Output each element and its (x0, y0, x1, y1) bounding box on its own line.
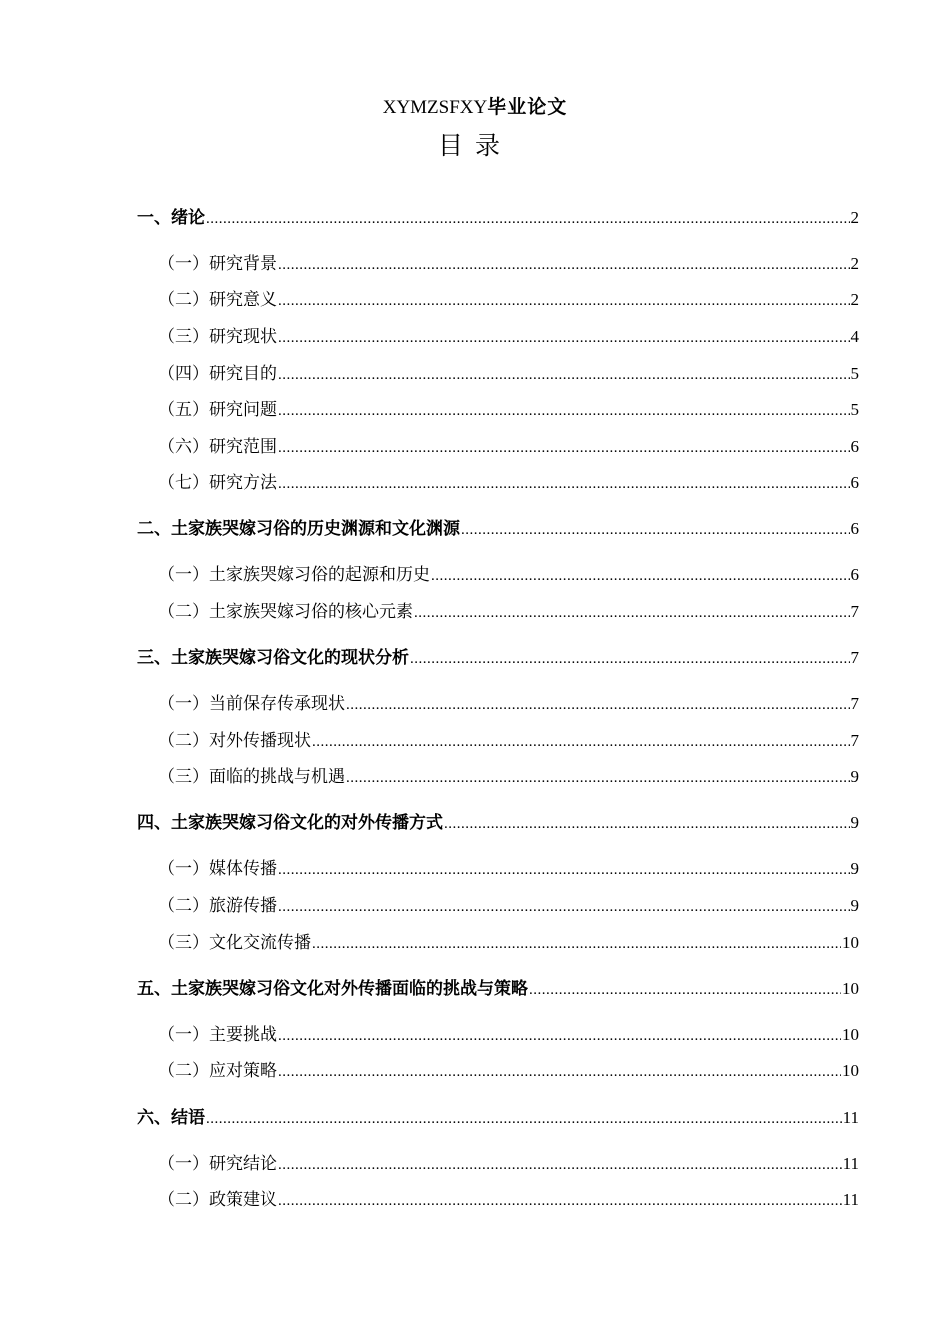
dot-leader (278, 1190, 842, 1212)
toc-entry-section[interactable]: （一）研究背景 ..... 2 (158, 253, 859, 276)
dot-leader (206, 1108, 842, 1130)
dot-leader (278, 859, 850, 881)
toc-entry-chapter-1[interactable]: 一、绪论 ..... 2 (137, 207, 859, 230)
toc-entry-section[interactable]: （一）研究结论 ..... 11 (158, 1153, 859, 1176)
toc-entry-chapter-5[interactable]: 五、土家族哭嫁习俗文化对外传播面临的挑战与策略 ..... 10 (137, 978, 859, 1001)
header-school-code: XYMZSFXY (382, 97, 488, 118)
dot-leader (278, 327, 850, 349)
dot-leader (206, 208, 850, 230)
dot-leader (461, 519, 850, 541)
dot-leader (278, 473, 850, 495)
toc-entry-section[interactable]: （七）研究方法 ..... 6 (158, 472, 859, 495)
dot-leader (410, 648, 850, 670)
toc-entry-section[interactable]: （五）研究问题 ..... 5 (158, 399, 859, 422)
toc-title: 目录 (437, 131, 512, 160)
toc-entry-section[interactable]: （二）政策建议 ..... 11 (158, 1189, 859, 1212)
header-thesis-label: 毕业论文 (487, 96, 568, 118)
toc-entry-chapter-4[interactable]: 四、土家族哭嫁习俗文化的对外传播方式 ..... 9 (137, 812, 859, 835)
toc-entry-section[interactable]: （三）文化交流传播 ..... 10 (158, 932, 859, 955)
dot-leader (278, 290, 850, 312)
dot-leader (278, 364, 850, 386)
dot-leader (529, 979, 841, 1001)
dot-leader (278, 896, 850, 918)
toc-entry-chapter-2[interactable]: 二、土家族哭嫁习俗的历史渊源和文化渊源 ..... 6 (137, 518, 859, 541)
dot-leader (312, 933, 841, 955)
dot-leader (444, 813, 850, 835)
toc-entry-section[interactable]: （一）当前保存传承现状 ..... 7 (158, 693, 859, 716)
toc-entry-section[interactable]: （二）应对策略 ..... 10 (158, 1060, 859, 1083)
dot-leader (346, 767, 850, 789)
dot-leader (312, 731, 850, 753)
dot-leader (278, 437, 850, 459)
toc-entry-section[interactable]: （一）土家族哭嫁习俗的起源和历史 ..... 6 (158, 564, 859, 587)
toc-entry-section[interactable]: （六）研究范围 ..... 6 (158, 436, 859, 459)
toc-entry-section[interactable]: （一）主要挑战 ..... 10 (158, 1024, 859, 1047)
toc-entry-section[interactable]: （二）土家族哭嫁习俗的核心元素 ..... 7 (158, 601, 859, 624)
dot-leader (278, 400, 850, 422)
dot-leader (278, 1025, 841, 1047)
dot-leader (414, 602, 850, 624)
dot-leader (278, 1154, 842, 1176)
dot-leader (278, 254, 850, 276)
toc-entry-chapter-6[interactable]: 六、结语 ..... 11 (137, 1107, 859, 1130)
dot-leader (278, 1061, 841, 1083)
toc-entry-chapter-3[interactable]: 三、土家族哭嫁习俗文化的现状分析 ..... 7 (137, 647, 859, 670)
toc-entry-section[interactable]: （三）面临的挑战与机遇 ..... 9 (158, 766, 859, 789)
toc-entry-section[interactable]: （一）媒体传播 ..... 9 (158, 858, 859, 881)
dot-leader (431, 565, 850, 587)
toc-entry-section[interactable]: （二）研究意义 ..... 2 (158, 289, 859, 312)
toc-entry-section[interactable]: （二）旅游传播 ..... 9 (158, 895, 859, 918)
toc-entry-section[interactable]: （三）研究现状 ..... 4 (158, 326, 859, 349)
toc-entry-section[interactable]: （四）研究目的 ..... 5 (158, 363, 859, 386)
toc-entry-section[interactable]: （二）对外传播现状 ..... 7 (158, 730, 859, 753)
dot-leader (346, 694, 850, 716)
